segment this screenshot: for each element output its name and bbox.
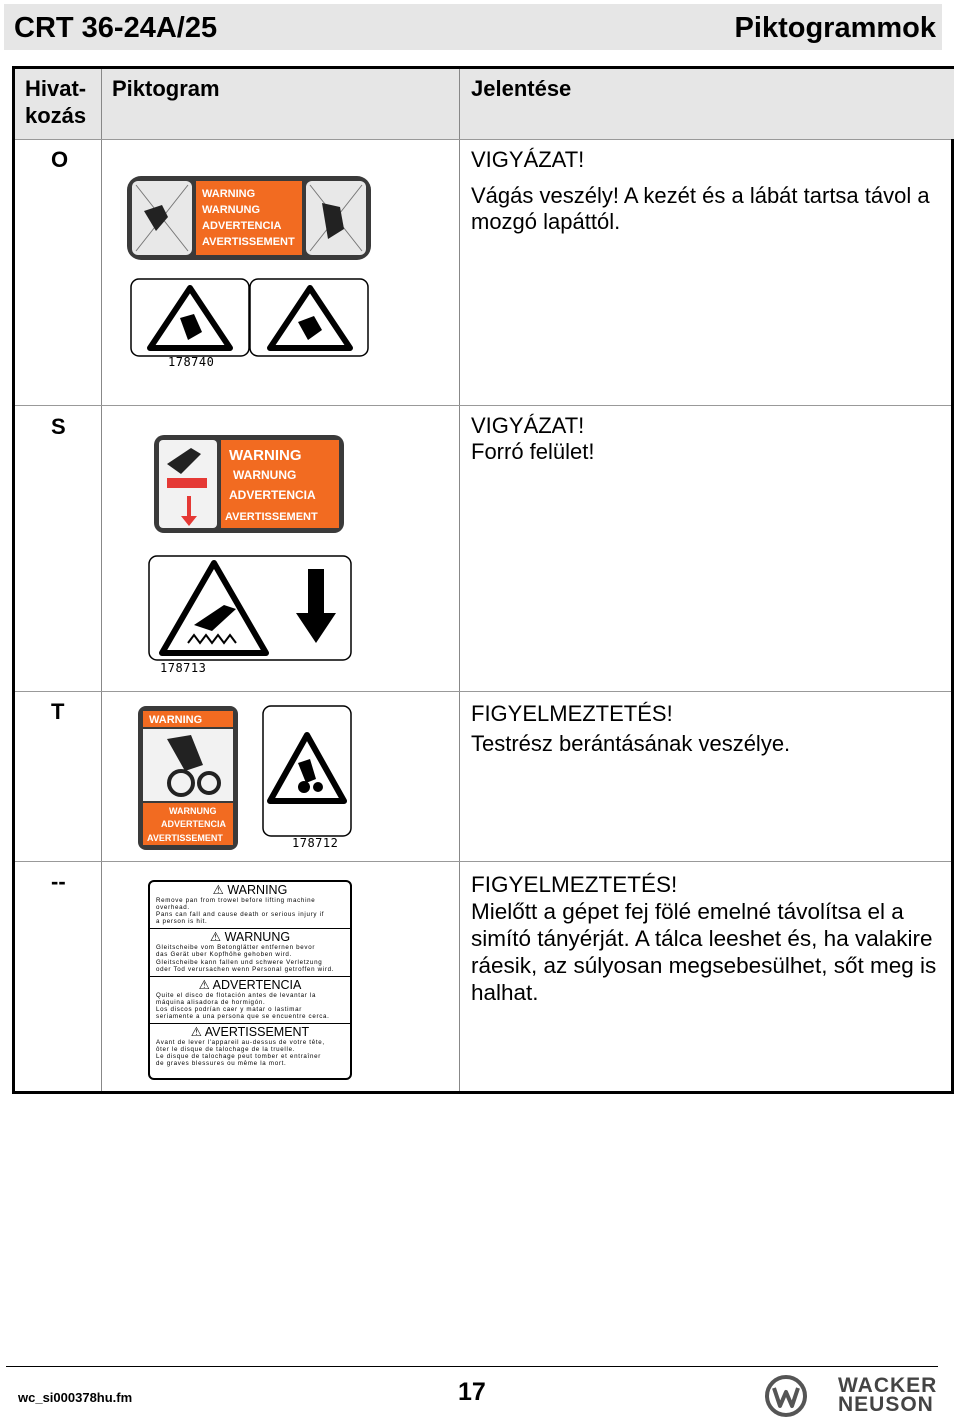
part-number: 178740 bbox=[168, 355, 215, 369]
decal-word: AVERTISSEMENT bbox=[147, 833, 223, 843]
row-meaning-o bbox=[471, 147, 951, 235]
row-meaning-t bbox=[471, 699, 951, 759]
decal-word: WARNING bbox=[149, 714, 203, 726]
hot-surface-symbols bbox=[148, 555, 352, 661]
decal-section-line: máquina alisadora de hormigón. bbox=[156, 998, 266, 1006]
row-divider bbox=[15, 139, 951, 140]
row-ref-dash: -- bbox=[51, 869, 66, 894]
decal-section-line: overhead. bbox=[156, 904, 190, 912]
decal-section-line: Le disque de talochage peut tomber et entraîner bbox=[156, 1053, 321, 1061]
decal-section-line: Pans can fall and cause death or serious injury if bbox=[156, 911, 325, 919]
decal-section-line: Avant de lever l'appareil au-dessus de votre tête, bbox=[156, 1039, 325, 1047]
wacker-neuson-logo-icon bbox=[764, 1374, 808, 1418]
row-ref-o: O bbox=[51, 147, 69, 172]
decal-section-title: ⚠ ADVERTENCIA bbox=[150, 976, 350, 992]
decal-section-line: Gleitscheibe vom Betonglätter entfernen bevor bbox=[156, 944, 316, 952]
cutting-warning-triangles bbox=[130, 278, 370, 358]
part-number: 178712 bbox=[292, 836, 339, 850]
hot-surface-decal bbox=[153, 434, 345, 534]
brand-line: WACKER bbox=[838, 1374, 938, 1397]
row-meaning-s bbox=[471, 413, 951, 465]
decal-section-line: Remove pan from trowel before lifting machine bbox=[156, 897, 316, 904]
page-header bbox=[4, 4, 942, 50]
decal-word: AVERTISSEMENT bbox=[225, 511, 318, 523]
row-divider bbox=[15, 691, 951, 692]
entanglement-symbol bbox=[262, 705, 352, 837]
decal-section-title: ⚠ WARNUNG bbox=[150, 928, 350, 944]
decal-section-line: das Gerät uber Kopfhöhe gehoben wird. bbox=[156, 951, 292, 959]
row-ref-s: S bbox=[51, 414, 66, 439]
lifting-warning-decal bbox=[148, 880, 352, 1080]
decal-section-line: seriamente a una persona que se encuentre cerca. bbox=[156, 1013, 330, 1021]
decal-word: WARNUNG bbox=[202, 204, 261, 216]
part-number: 178713 bbox=[160, 661, 207, 675]
row-divider bbox=[15, 405, 951, 406]
decal-word: WARNUNG bbox=[233, 468, 297, 482]
decal-section-line: Gleitscheibe kann fallen und schwere Verletzung bbox=[156, 958, 323, 966]
page-number: 17 bbox=[458, 1378, 486, 1406]
decal-section-title: ⚠ AVERTISSEMENT bbox=[150, 1023, 350, 1039]
meaning-title: VIGYÁZAT! bbox=[471, 413, 585, 438]
col-ref-line2: kozás bbox=[25, 103, 87, 128]
header-cell-pictogram bbox=[102, 69, 459, 139]
col-divider bbox=[459, 69, 460, 1091]
decal-section-line: oder Tod verursachen wenn Personal getroffen wird. bbox=[156, 965, 335, 973]
decal-word: WARNUNG bbox=[169, 806, 217, 816]
meaning-title: VIGYÁZAT! bbox=[471, 147, 585, 172]
row-divider bbox=[15, 861, 951, 862]
decal-word: WARNING bbox=[229, 447, 302, 464]
col-meaning-label: Jelentése bbox=[471, 76, 572, 101]
meaning-text: Testrész berántásának veszélye. bbox=[471, 731, 791, 756]
header-cell-ref bbox=[15, 69, 101, 139]
col-pictogram-label: Piktogram bbox=[112, 76, 220, 101]
meaning-text: Mielőtt a gépet fej fölé emelné távolítsa el a simító tányérját. A tálca leeshet és, ha valakire ráesik, az súlyosan megsebesülhet, sőt meg is halhat. bbox=[471, 899, 937, 1005]
brand-name bbox=[838, 1376, 937, 1414]
decal-word: WARNING bbox=[202, 188, 256, 200]
decal-word: AVERTISSEMENT bbox=[202, 236, 295, 248]
meaning-title: FIGYELMEZTETÉS! bbox=[471, 872, 678, 897]
decal-section-line: de graves blessures ou même la mort. bbox=[156, 1060, 287, 1068]
col-divider bbox=[101, 69, 102, 1091]
decal-word: ADVERTENCIA bbox=[161, 819, 227, 829]
footer-rule bbox=[6, 1366, 938, 1367]
decal-section-line: Los discos podrían caer y matar o lastimar bbox=[156, 1005, 302, 1013]
header-cell-meaning bbox=[460, 69, 954, 139]
section-title: Piktogrammok bbox=[734, 12, 936, 44]
decal-section-line: Quite el disco de flotación antes de levantar la bbox=[156, 991, 317, 999]
meaning-text: Forró felület! bbox=[471, 439, 595, 464]
decal-section-line: a person is hit. bbox=[156, 918, 208, 926]
row-meaning-dash bbox=[471, 871, 951, 1006]
decal-word: ADVERTENCIA bbox=[202, 220, 282, 232]
decal-section-line: ôter le disque de talochage de la truelle. bbox=[156, 1046, 296, 1054]
col-ref-line1: Hivat- bbox=[25, 76, 87, 101]
cutting-warning-decal bbox=[126, 175, 372, 261]
decal-section-title: ⚠ WARNING bbox=[212, 883, 288, 897]
meaning-text: Vágás veszély! A kezét és a lábát tartsa távol a mozgó lapáttól. bbox=[471, 183, 930, 234]
model-title: CRT 36-24A/25 bbox=[14, 12, 218, 44]
entanglement-decal bbox=[137, 705, 239, 851]
row-ref-t: T bbox=[51, 699, 65, 724]
decal-word: ADVERTENCIA bbox=[229, 488, 316, 502]
footer-filename: wc_si000378hu.fm bbox=[18, 1390, 133, 1405]
meaning-title: FIGYELMEZTETÉS! bbox=[471, 701, 673, 726]
brand-line: NEUSON bbox=[838, 1393, 934, 1416]
